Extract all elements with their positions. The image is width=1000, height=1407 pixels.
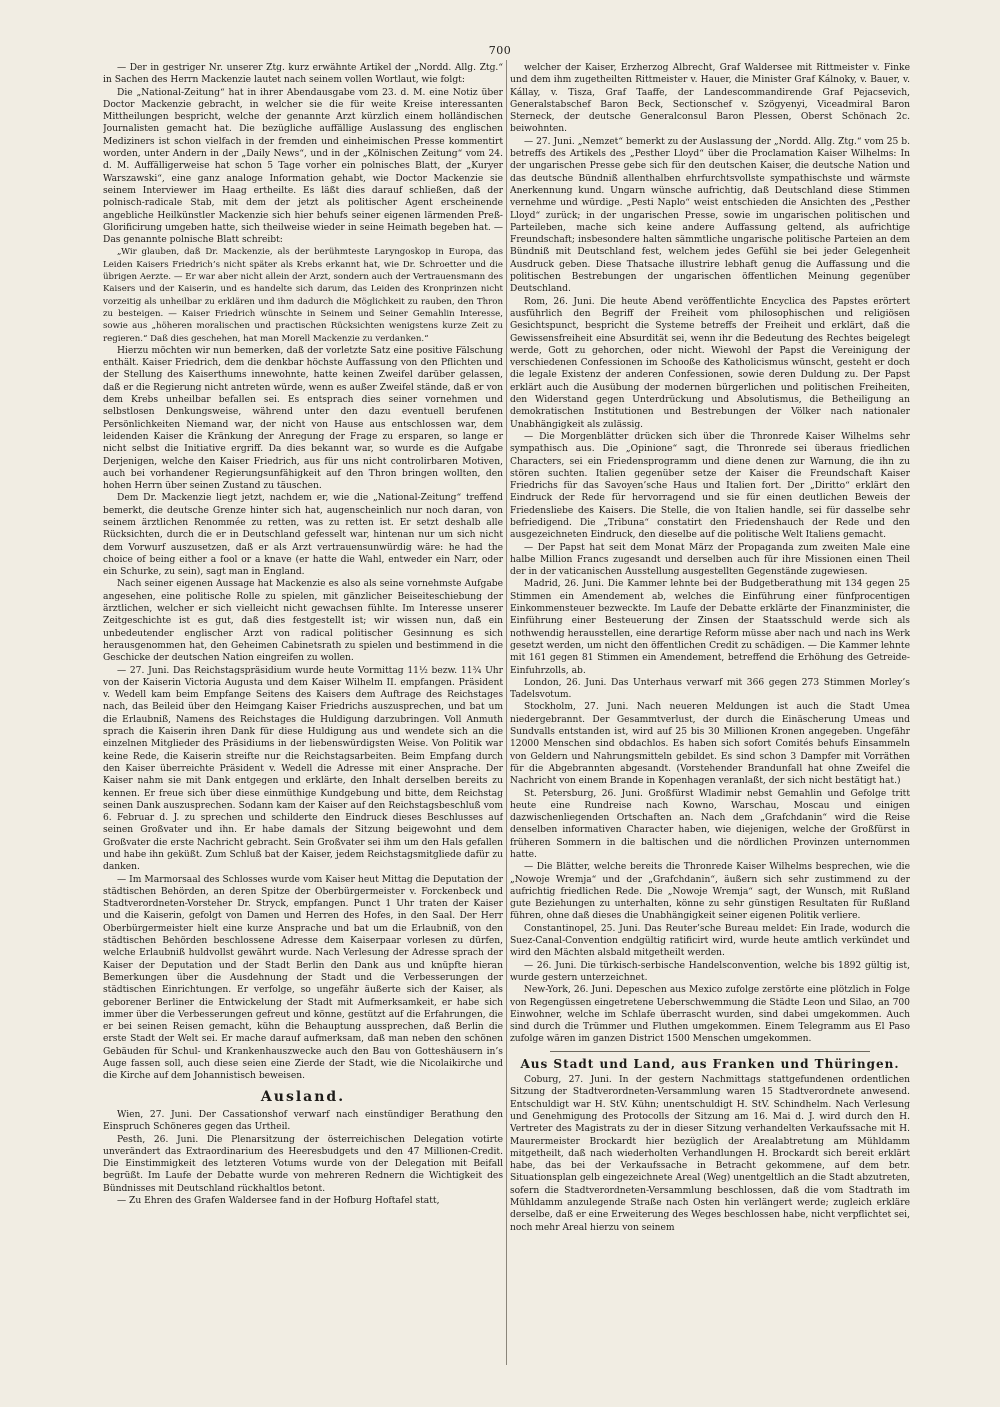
section-heading-region: Aus Stadt und Land, aus Franken und Thüringen.: [520, 1056, 900, 1071]
article-paragraph: New-York, 26. Juni. Depeschen aus Mexico zufolge zerstörte eine plötzlich in Folge von Regengüssen eingetretene Ueberschwemmung die Städte Leon und Silao, an 700 Einwohner, welche im Schlafe überrascht wurden, sind dabei umgekommen. Auch sind durch die Trümmer und Fluthen umgekommen. Einem Telegramm aus El Paso zufolge wären im ganzen District 1500 Menschen umgekommen.: [510, 985, 910, 1045]
right-column: [510, 62, 910, 1372]
column-divider: [506, 60, 507, 1365]
article-paragraph: — Zu Ehren des Grafen Waldersee fand in der Hofburg Hoftafel statt,: [117, 1196, 440, 1207]
article-paragraph: Hierzu möchten wir nun bemerken, daß der vorletzte Satz eine positive Fälschung enthält. Kaiser Friedrich, dem die denkbar höchste Auffassung von den Pflichten und der Stellung des Kaiserthums innewohnte, hatte keinen Zweifel darüber gelassen, daß er die Regierung nicht antreten würde, wenn es außer Zweifel stände, daß er von dem Krebs unheilbar befallen sei. Es entsprach dies seiner vornehmen und selbstlosen Denkungsweise, während unter den dazu eventuell berufenen Persönlichkeiten Niemand war, der nicht von Hause aus entschlossen war, dem leidenden Kaiser die Kränkung der Anregung der Frage zu ersparen, so lange er nicht selbst die Initiative ergriff. Da dies bekannt war, so wurde es die Aufgabe Derjenigen, welche den Kaiser Friedrich, aus für uns nicht controlirbaren Motiven, auch bei vorhandener Regierungsunfähigkeit auf den Thron bringen wollten, den hohen Herrn über seinen Zustand zu täuschen.: [103, 345, 503, 492]
article-paragraph: Dem Dr. Mackenzie liegt jetzt, nachdem er, wie die „National-Zeitung“ treffend bemerkt, die deutsche Grenze hinter sich hat, augenscheinlich nur noch daran, von seinem ärztlichen Renommée zu retten, was zu retten ist. Er setzt deshalb alle Rücksichten, durch die er in Deutschland gefesselt war, hintenan nur um sich nicht dem Vorwurf auszusetzen, daß er als Arzt vertrauensunwürdig wäre: he had the choice of being either a fool or a knave (er hatte die Wahl, entweder ein Narr, oder ein Schurke, zu sein), sagt man in England.: [103, 493, 503, 578]
article-paragraph: — Im Marmorsaal des Schlosses wurde vom Kaiser heut Mittag die Deputation der städtischen Behörden, an deren Spitze der Oberbürgermeister v. Forckenbeck und Stadtverordneten-Vorsteher Dr. Stryck, empfangen. Punct 1 Uhr traten der Kaiser und die Kaiserin, gefolgt von Damen und Herren des Hofes, in den Saal. Der Herr Oberbürgermeister hielt eine kurze Ansprache und bat um die Erlaubniß, von den städtischen Behörden beschlossene Adresse dem Kaiserpaar vorlesen zu dürfen, welche Erlaubniß huldvollst gewährt wurde. Nach Verlesung der Adresse sprach der Kaiser der Deputation und der Stadt Berlin den Dank aus und knüpfte hieran Bemerkungen über die Ausdehnung der Stadt und die Verbesserungen der städtischen Einrichtungen. Er verfolge, so ungefähr äußerte sich der Kaiser, als geborener Berliner die Entwickelung der Stadt mit Aufmerksamkeit, er habe sich immer über die Verbesserungen gefreut und könne, gestützt auf die Erfahrungen, die er bei seinen Reisen gemacht, kühn die Behauptung aussprechen, daß Berlin die erste Stadt der Welt sei. Er mache darauf aufmerksam, daß man neben den schönen Gebäuden für Schul- und Krankenhauszwecke auch den Bau von Gotteshäusern in’s Auge fassen soll, auch diese seien eine Zierde der Stadt, wie die Nicolaikirche und die Kirche auf dem Johannistisch beweisen.: [103, 874, 503, 1082]
article-paragraph: — 27. Juni. Das Reichstagspräsidium wurde heute Vormittag 11½ bezw. 11¾ Uhr von der Kaiserin Victoria Augusta und dem Kaiser Wilhelm II. empfangen. Präsident v. Wedell kam beim Empfange Seitens des Kaisers dem Auftrage des Reichstages nach, das Beileid über den Heimgang Kaiser Friedrichs auszusprechen, und bat um die Erlaubniß, Namens des Reichstages die Huldigung darzubringen. Voll Anmuth sprach die Kaiserin ihren Dank für diese Huldigung aus und wendete sich an die einzelnen Mitglieder des Präsidiums in der liebenswürdigsten Weise. Von Politik war keine Rede, die Kaiserin streifte nur die Reichstagsarbeiten. Beim Empfang durch den Kaiser überreichte Präsident v. Wedell die Adresse mit einer Ansprache. Der Kaiser nahm sie mit Dank entgegen und erklärte, den Inhalt derselben bereits zu kennen. Er freue sich über diese einmüthige Kundgebung und bitte, dem Reichstag seinen Dank auszusprechen. Sodann kam der Kaiser auf den Reichstagsbeschluß vom 6. Februar d. J. zu sprechen und schilderte den Eindruck dieses Beschlusses auf seinen Großvater und ihn. Er habe damals der Sitzung beigewohnt und dem Großvater die erste Nachricht gebracht. Sein Großvater sei ihm um den Hals gefallen und habe ihn geküßt. Zum Schluß bat der Kaiser, jedem Reichstagsmitgliede dafür zu danken.: [103, 665, 503, 873]
article-paragraph: — Die Morgenblätter drücken sich über die Thronrede Kaiser Wilhelms sehr sympathisch aus. Die „Opinione“ sagt, die Thronrede sei überaus friedlichen Characters, sei ein Friedensprogramm und diene denen zur Warnung, die ihn zu stören suchten. Italien gegenüber setze der Kaiser die Freundschaft Kaiser Friedrichs für das Savoyen’sche Haus und Italien fort. Der „Diritto“ erklärt den Eindruck der Rede für hervorragend und sie für einen deutlichen Beweis der Friedensliebe des Kaisers. Die Stelle, die von Italien handle, sei für dasselbe sehr befriedigend. Die „Tribuna“ constatirt den Friedenshauch der Rede und den ausgezeichneten Eindruck, den dieselbe auf die politische Welt Italiens gemacht.: [510, 431, 910, 541]
article-paragraph: Stockholm, 27. Juni. Nach neueren Meldungen ist auch die Stadt Umea niedergebrannt. Der Gesammtverlust, der durch die Einäscherung Umeas und Sundvalls entstanden ist, wird auf 25 bis 30 Millionen Kronen angegeben. Ungefähr 12000 Menschen sind obdachlos. Es haben sich sofort Comités behufs Einsammeln von Geldern und Nahrungsmitteln gebildet. Es sind schon 3 Dampfer mit Vorräthen für die Abgebrannten abgesandt. (Vorstehender Brandunfall hat ohne Zweifel die Nachricht von einem Brande in Kopenhagen veranlaßt, der sich nicht bestätigt hat.): [510, 702, 910, 787]
article-paragraph: welcher der Kaiser, Erzherzog Albrecht, Graf Waldersee mit Rittmeister v. Finke und dem ihm zugetheilten Rittmeister v. Hauer, die Minister Graf Kálnoky, v. Bauer, v. Kállay, v. Tisza, Graf Taaffe, der Landescommandirende Graf Pejacsevich, Generalstabschef Baron Beck, Sectionschef v. Szögyenyi, Viceadmiral Baron Sterneck, der deutsche Generalconsul Baron Plessen, Oberst Schönach 2c. beiwohnten.: [510, 63, 910, 135]
article-paragraph: Die „National-Zeitung“ hat in ihrer Abendausgabe vom 23. d. M. eine Notiz über Doctor Mackenzie gebracht, in welcher sie die für weite Kreise interessanten Mittheilungen bespricht, welche der genannte Arzt kürzlich einem holländischen Journalisten gemacht hat. Die bezügliche auffällige Auslassung des englischen Mediziners ist schon vielfach in der fremden und einheimischen Presse kommentirt worden, unter Andern in der „Daily News“, und in der „Kölnischen Zeitung“ vom 24. d. M. Auffälligerweise hat schon 5 Tage vorher ein polnisches Blatt, der „Kuryer Warszawski“, eine ganz analoge Information gehabt, wie Doctor Mackenzie sie seinem Interviewer im Haag ertheilte. Es läßt dies darauf schließen, daß der polnisch-radicale Stab, mit dem der jetzt als politischer Agent erscheinende angebliche Heilkünstler Mackenzie sich hier behufs seiner eigenen lärmenden Preß-Glorificirung umgeben hatte, sich theilweise wieder in seine Heimath begeben hat. — Das genannte polnische Blatt schreibt:: [103, 87, 503, 246]
article-paragraph: Nach seiner eigenen Aussage hat Mackenzie es also als seine vornehmste Aufgabe angesehen, eine politische Rolle zu spielen, mit gänzlicher Beiseiteschiebung der ärztlichen, welcher er sich vielleicht nicht gewachsen fühlte. Im Interesse unserer Zeitgeschichte ist es gut, daß dies festgestellt ist; wir wissen nun, daß ein unbedeutender englischer Arzt von radical politischer Gesinnung es sich herausgenommen hat, den Geheimen Cabinetsrath zu spielen und bestimmend in die Geschicke der deutschen Nation eingreifen zu wollen.: [103, 579, 503, 664]
article-paragraph: Rom, 26. Juni. Die heute Abend veröffentlichte Encyclica des Papstes erörtert ausführlich den Begriff der Freiheit vom philosophischen und religiösen Gesichtspunct, bespricht die Systeme betreffs der Freiheit und erklärt, daß die Gewissensfreiheit eine Absurdität sei, wenn ihr die Bedeutung des Rechtes beigelegt werde, Gott zu gehorchen, oder nicht. Wiewohl der Papst die Vereinigung der verschiedenen Confessionen im Schooße des Katholicismus wünscht, gesteht er doch die legale Existenz der anderen Confessionen, sowie deren Duldung zu. Der Papst erklärt auch die Ausübung der modernen bürgerlichen und politischen Freiheiten, den Widerstand gegen Unterdrückung und Absolutismus, die Betheiligung an demokratischen Institutionen und Bestrebungen der Völker nach nationaler Unabhängigkeit als zulässig.: [510, 296, 910, 430]
section-heading-ausland: Ausland.: [260, 1088, 346, 1105]
article-paragraph: — 26. Juni. Die türkisch-serbische Handelsconvention, welche bis 1892 gültig ist, wurde gestern unterzeichnet.: [510, 960, 910, 983]
left-column: [103, 62, 503, 1372]
article-paragraph: Pesth, 26. Juni. Die Plenarsitzung der österreichischen Delegation votirte unverändert das Extraordinarium des Heeresbudgets und den 47 Millionen-Credit. Die Einstimmigkeit des letzteren Votums wurde von der Delegation mit Beifall begrüßt. Im Laufe der Debatte wurde von mehreren Rednern die Wichtigkeit des Bündnisses mit Deutschland rückhaltlos betont.: [103, 1134, 503, 1194]
article-paragraph: — Der in gestriger Nr. unserer Ztg. kurz erwähnte Artikel der „Nordd. Allg. Ztg.“ in Sachen des Herrn Mackenzie lautet nach seinem vollen Wortlaut, wie folgt:: [103, 63, 503, 86]
article-paragraph: — Der Papst hat seit dem Monat März der Propaganda zum zweiten Male eine halbe Million Francs zugesandt und derselben auch für ihre Missionen einen Theil der in der vaticanischen Ausstellung ausgestellten Gegenstände zugewiesen.: [510, 542, 910, 578]
article-paragraph: Coburg, 27. Juni. In der gestern Nachmittags stattgefundenen ordentlichen Sitzung der Stadtverordneten-Versammlung waren 15 Stadtverordnete anwesend. Entschuldigt war H. StV. Kühn; unentschuldigt H. StV. Schindhelm. Nach Verlesung und Genehmigung des Protocolls der Sitzung am 16. Mai d. J. wird durch den H. Vertreter des Magistrats zu der in dieser Sitzung verhandelten Verkaufssache mit H. Maurermeister Brockardt hier bezüglich der Arealabtretung am Mühldamm mitgetheilt, daß nach wiederholten Verhandlungen H. Brockardt sich bereit erklärt habe, das bei der Verkaufssache in Betracht gekommene, auf dem betr. Situationsplan gelb eingezeichnete Areal (Weg) unentgeltlich an die Stadt abzutreten, sofern die Stadtverordneten-Versammlung beschlossen, daß die vom Stadtrath im Mühldamm anzulegende Straße nach Osten hin verlängert werde; zugleich erkläre derselbe, daß er eine Erweiterung des Weges beschlossen habe, nicht verpflichtet sei, noch mehr Areal hierzu von seinem: [510, 1075, 910, 1233]
article-paragraph: Madrid, 26. Juni. Die Kammer lehnte bei der Budgetberathung mit 134 gegen 25 Stimmen ein Amendement ab, welches die Einführung einer fünfprocentigen Einkommensteuer bezweckte. Im Laufe der Debatte erklärte der Finanzminister, die Einführung einer Besteuerung der Zinsen der Staatsschuld werde sich als nothwendig herausstellen, eine derartige Reform müsse aber nach und nach ins Werk gesetzt werden, um nicht den öffentlichen Credit zu schädigen. — Die Kammer lehnte mit 161 gegen 81 Stimmen ein Amendement, betreffend die Erhöhung des Getreide-Einfuhrzolls, ab.: [510, 579, 910, 676]
quotation-paragraph: „Wir glauben, daß Dr. Mackenzie, als der berühmteste Laryngoskop in Europa, das Leiden Kaisers Friedrich’s nicht später als Krebs erkannt hat, wie Dr. Schroetter und die übrigen Aerzte. — Er war aber nicht allein der Arzt, sondern auch der Vertrauensmann des Kaisers und der Kaiserin, und es handelte sich darum, das Leiden des Kronprinzen nicht vorzeitig als unheilbar zu erklären und ihm dadurch die Möglichkeit zu rauben, den Thron zu besteigen. — Kaiser Friedrich wünschte in Seinem und Seiner Gemahlin Interesse, sowie aus „höheren moralischen und practischen Rücksichten wenigstens kurze Zeit zu regieren.“ Daß dies geschehen, hat man Morell Mackenzie zu verdanken.“: [103, 247, 503, 344]
article-paragraph: Wien, 27. Juni. Der Cassationshof verwarf nach einstündiger Berathung den Einspruch Schöneres gegen das Urtheil.: [103, 1109, 503, 1133]
section-separator: [550, 1051, 870, 1052]
article-paragraph: — Die Blätter, welche bereits die Thronrede Kaiser Wilhelms besprechen, wie die „Nowoje Wremja“ und der „Grafchdanin“, äußern sich sehr zustimmend zu der aufrichtig friedlichen Rede. Die „Nowoje Wremja“ sagt, der Wunsch, mit Rußland gute Beziehungen zu unterhalten, könne zu sehr günstigen Resultaten für Rußland führen, ohne daß dieses die Unabhängigkeit seiner eigenen Politik verliere.: [510, 862, 910, 922]
page-number: 700: [488, 44, 512, 57]
article-paragraph: Constantinopel, 25. Juni. Das Reuter’sche Bureau meldet: Ein Irade, wodurch die Suez-Canal-Convention endgültig ratificirt wird, wurde heute amtlich verkündet und wird den Mächten alsbald mitgetheilt werden.: [510, 923, 910, 959]
article-paragraph: St. Petersburg, 26. Juni. Großfürst Wladimir nebst Gemahlin und Gefolge tritt heute eine Rundreise nach Kowno, Warschau, Moscau und einigen dazwischenliegenden Ortschaften an. Nach dem „Grafchdanin“ wird die Reise denselben informativen Character haben, wie diejenigen, welche der Großfürst in früheren Sommern in die baltischen und die nördlichen Provinzen unternommen hatte.: [510, 788, 910, 860]
article-paragraph: — 27. Juni. „Nemzet“ bemerkt zu der Auslassung der „Nordd. Allg. Ztg.“ vom 25 b. betreffs des Artikels des „Pesther Lloyd“ über die Proclamation Kaiser Wilhelms: In der ungarischen Presse gebe sich für den deutschen Kaiser, die deutsche Nation und das deutsche Bündniß allenthalben ehrfurchtsvollste sympathischste und wärmste Anerkennung kund. Ungarn wünsche aufrichtig, daß Deutschland diese Stimmen vernehme und würdige. „Pesti Naplo“ weist entschieden die Ansichten des „Pesther Lloyd“ zurück; in der ungarischen Presse, sowie im ungarischen politischen und Parteileben, mache sich keine andere Auffassung geltend, als aufrichtige Freundschaft; insbesondere halten sämmtliche ungarische politische Parteien an dem Bündniß mit Deutschland fest, welchem jedes Gefühl sie bei jeder Gelegenheit Ausdruck geben. Diese Thatsache illustrire lebhaft genug die Auffassung und die politischen Bestrebungen der ungarischen öffentlichen Meinung gegenüber Deutschland.: [510, 136, 910, 295]
article-paragraph: London, 26. Juni. Das Unterhaus verwarf mit 366 gegen 273 Stimmen Morley’s Tadelsvotum.: [510, 677, 910, 701]
